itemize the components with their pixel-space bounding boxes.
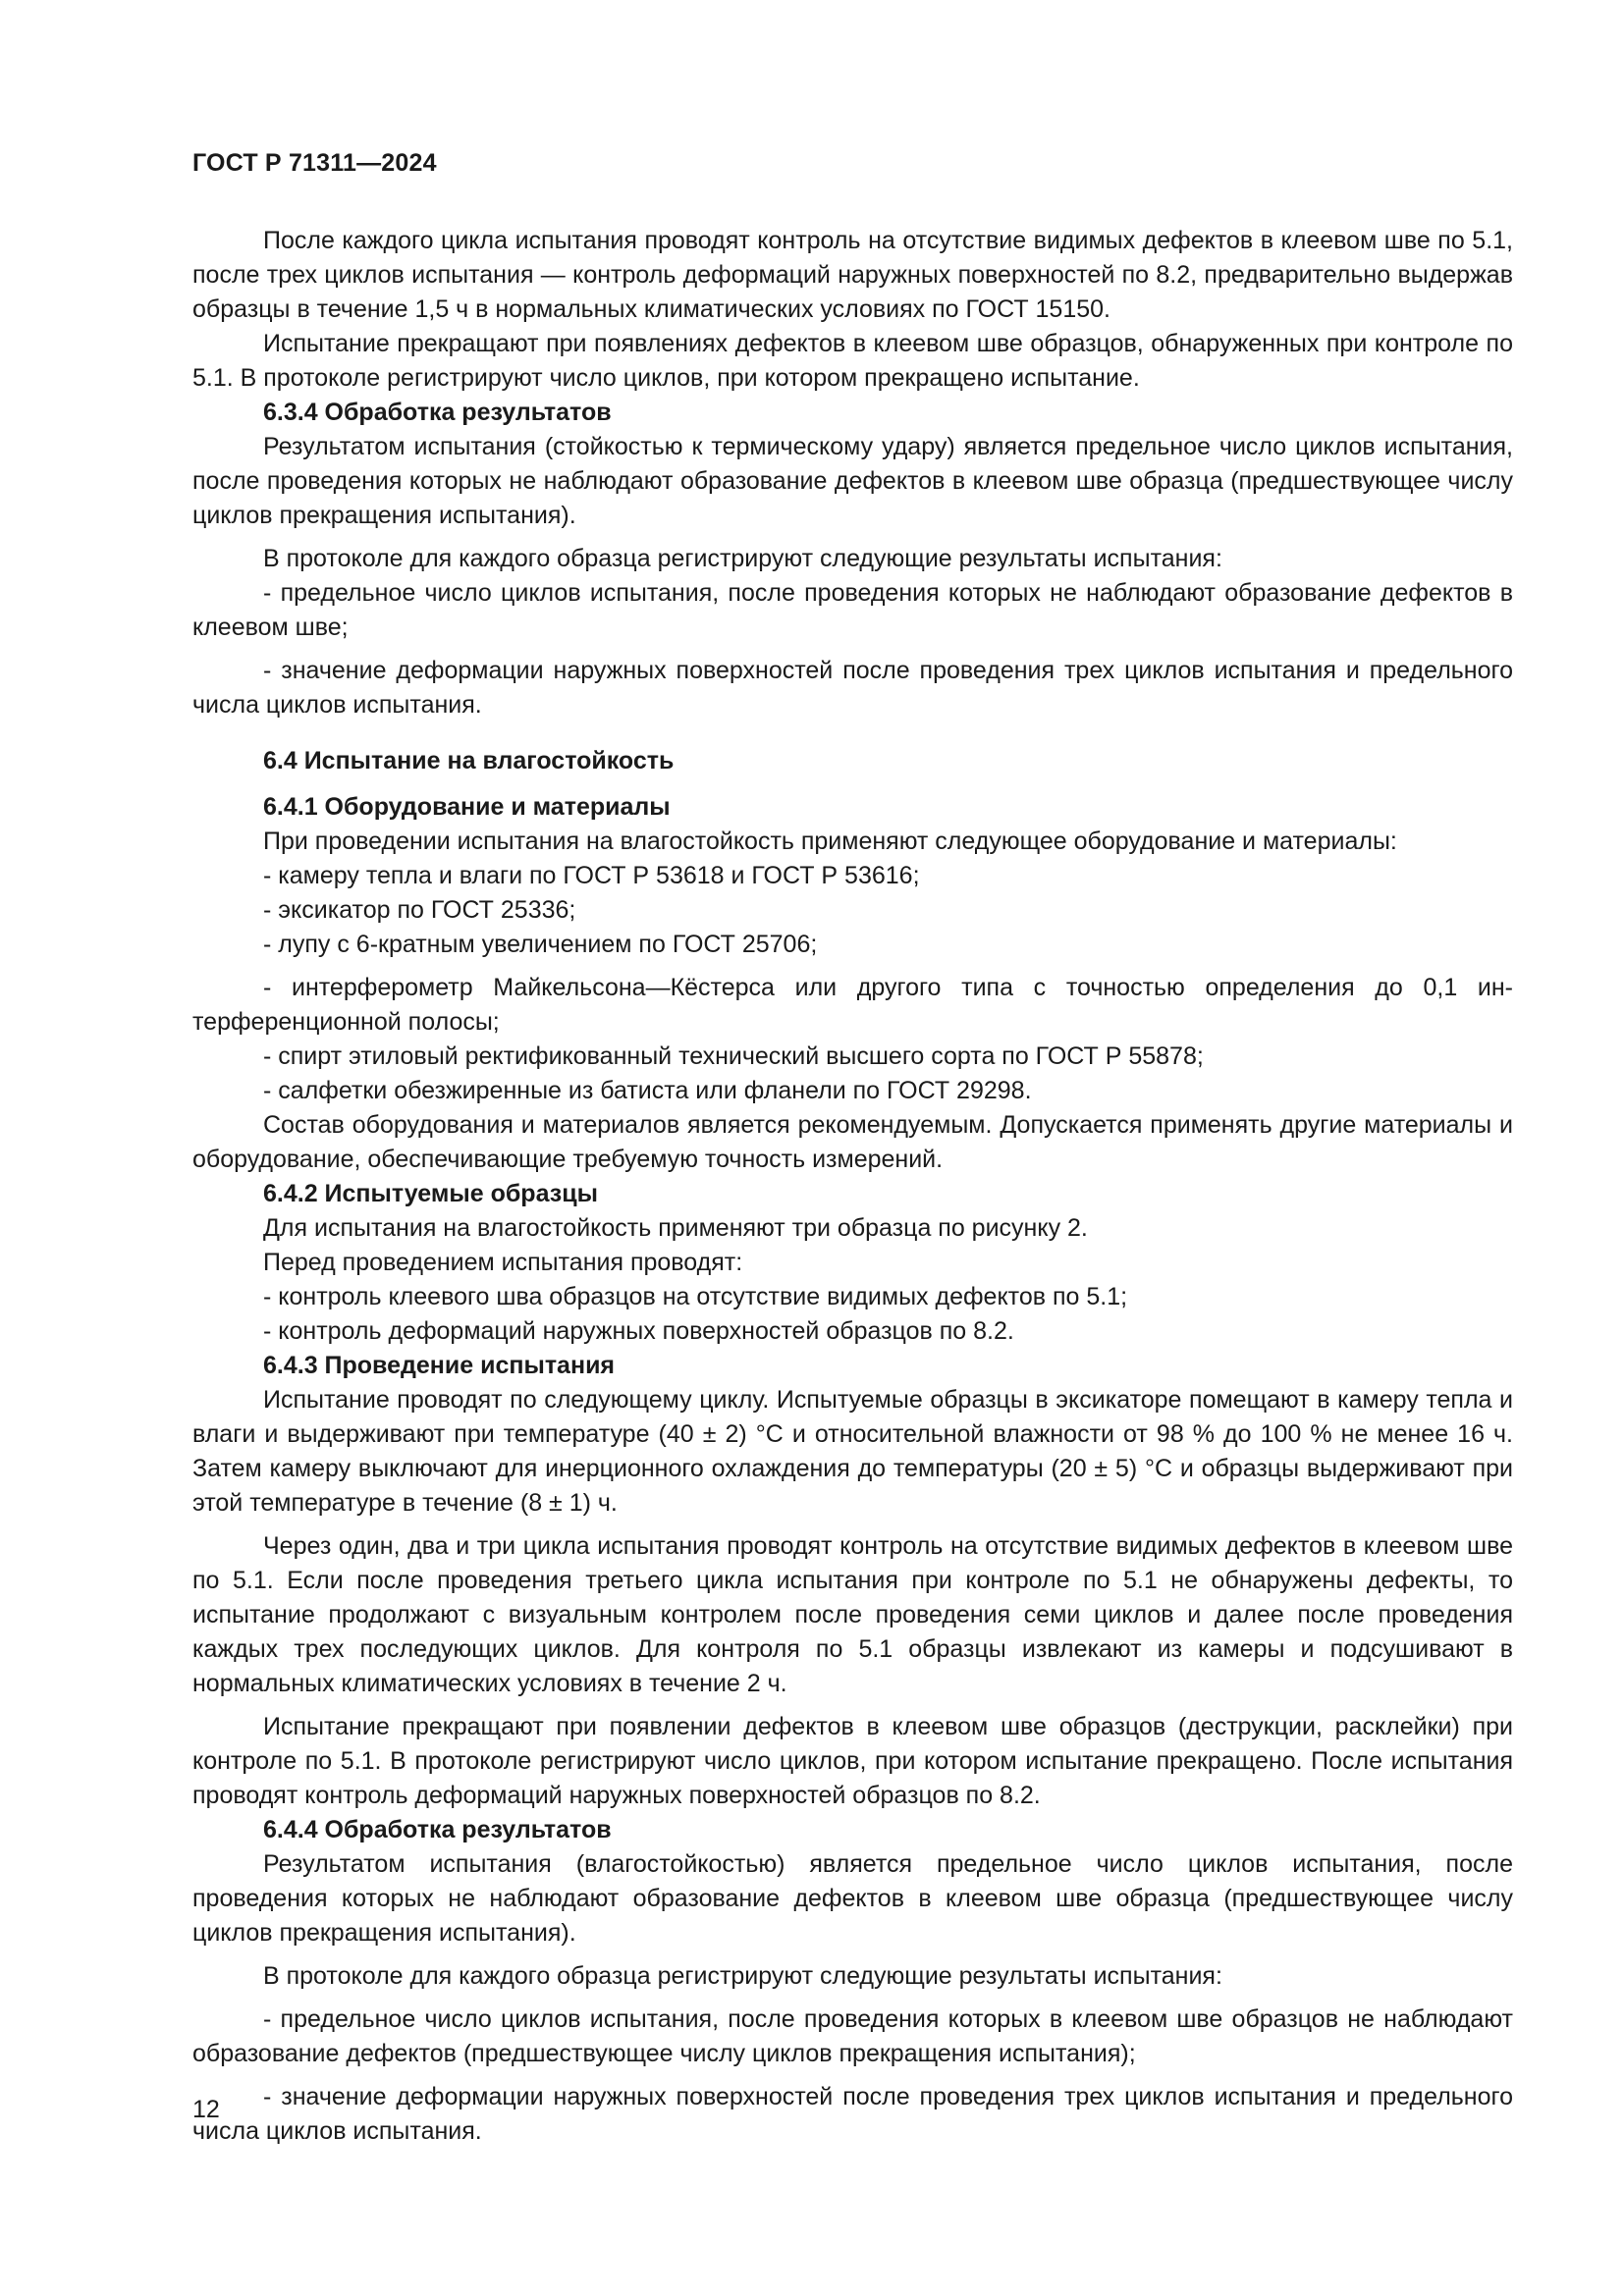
- list-item: - значение деформации наружных поверхностей после проведения трех циклов испытания и предельного числа циклов испытания.: [192, 657, 1513, 719]
- paragraph: Испытание проводят по следующему циклу. Испытуемые образцы в эксикаторе помещают в камеру тепла и влаги и выдерживают при температуре (40 ± 2) °С и относительной влажности от 98 % до 100 % не менее 16 ч. Затем камеру выключают для инерционного охлаждения до температуры (20 ± 5) °С и образцы выдерживают при этой температуре в течение (8 ± 1) ч.: [192, 1386, 1513, 1517]
- list-item: - лупу с 6-кратным увеличением по ГОСТ 25706;: [263, 931, 818, 958]
- list-item: - интерферометр Майкельсона—Кёстерса или другого типа с точностью определения до 0,1 интерференционной полосы;: [192, 974, 1513, 1036]
- paragraph: Через один, два и три цикла испытания проводят контроль на отсутствие видимых дефектов в клеевом шве по 5.1. Если после проведения третьего цикла испытания при контроле по 5.1 не обнаружены дефекты, то испытание продолжают с визуальным контролем после проведения семи циклов и далее после проведения каждых трех последующих циклов. Для контроля по 5.1 образцы извлекают из камеры и подсушивают в нормальных климатических условиях в течение 2 ч.: [192, 1532, 1513, 1697]
- list-item: - предельное число циклов испытания, после проведения которых в клеевом шве образцов не наблюдают образование дефектов (предшествующее числу циклов прекращения испытания);: [192, 2005, 1513, 2067]
- list-item: - эксикатор по ГОСТ 25336;: [263, 896, 576, 924]
- section-heading-6-4-3: 6.4.3 Проведение испытания: [263, 1352, 616, 1379]
- document-body: [192, 224, 1513, 2149]
- list-item: - спирт этиловый ректификованный технический высшего сорта по ГОСТ Р 55878;: [263, 1042, 1204, 1070]
- section-heading-6-4-4: 6.4.4 Обработка результатов: [263, 1816, 612, 1843]
- paragraph: Перед проведением испытания проводят:: [263, 1249, 743, 1276]
- list-item: - камеру тепла и влаги по ГОСТ Р 53618 и ГОСТ Р 53616;: [263, 862, 920, 889]
- paragraph: В протоколе для каждого образца регистрируют следующие результаты испытания:: [263, 1962, 1222, 1990]
- page-number: 12: [192, 2096, 220, 2123]
- list-item: - контроль клеевого шва образцов на отсутствие видимых дефектов по 5.1;: [263, 1283, 1128, 1310]
- paragraph: Для испытания на влагостойкость применяют три образца по рисунку 2.: [263, 1214, 1088, 1242]
- list-item: - контроль деформаций наружных поверхностей образцов по 8.2.: [263, 1317, 1014, 1345]
- paragraph: Состав оборудования и материалов является рекомендуемым. Допускается применять другие материалы и оборудование, обеспечивающие требуемую точность измерений.: [192, 1111, 1513, 1173]
- paragraph: Результатом испытания (стойкостью к термическому удару) является предельное число циклов испытания, после проведения которых не наблюдают образование дефектов в клеевом шве образца (предшествующее числу циклов прекращения испытания).: [192, 433, 1513, 529]
- section-heading-6-4-2: 6.4.2 Испытуемые образцы: [263, 1180, 598, 1207]
- paragraph: После каждого цикла испытания проводят контроль на отсутствие видимых дефектов в клеевом шве по 5.1, после трех циклов испытания — контроль деформаций наружных поверхностей по 8.2, предварительно выдержав образцы в течение 1,5 ч в нормальных климатических условиях по ГОСТ 15150.: [192, 227, 1513, 323]
- paragraph: В протоколе для каждого образца регистрируют следующие результаты испытания:: [263, 545, 1222, 572]
- document-header: ГОСТ Р 71311—2024: [192, 149, 437, 177]
- paragraph: При проведении испытания на влагостойкость применяют следующее оборудование и материалы:: [263, 828, 1397, 855]
- list-item: - значение деформации наружных поверхностей после проведения трех циклов испытания и предельного числа циклов испытания.: [192, 2083, 1513, 2145]
- section-heading-6-4: 6.4 Испытание на влагостойкость: [263, 747, 675, 774]
- paragraph: Результатом испытания (влагостойкостью) является предельное число циклов испытания, после проведения которых не наблюдают образование дефектов в клеевом шве образца (предшествующее числу циклов прекращения испытания).: [192, 1850, 1513, 1947]
- paragraph: Испытание прекращают при появлении дефектов в клеевом шве образцов (деструкции, расклейки) при контроле по 5.1. В протоколе регистрируют число циклов, при котором испытание прекращено. После испытания проводят контроль деформаций наружных поверхностей образцов по 8.2.: [192, 1713, 1513, 1809]
- section-heading-6-4-1: 6.4.1 Оборудование и материалы: [263, 793, 671, 821]
- list-item: - предельное число циклов испытания, после проведения которых не наблюдают образование дефектов в клеевом шве;: [192, 579, 1513, 641]
- list-item: - салфетки обезжиренные из батиста или фланели по ГОСТ 29298.: [263, 1077, 1032, 1104]
- paragraph: Испытание прекращают при появлениях дефектов в клеевом шве образцов, обнаруженных при контроле по 5.1. В протоколе регистрируют число циклов, при котором прекращено испытание.: [192, 330, 1513, 392]
- section-heading-6-3-4: 6.3.4 Обработка результатов: [263, 399, 612, 426]
